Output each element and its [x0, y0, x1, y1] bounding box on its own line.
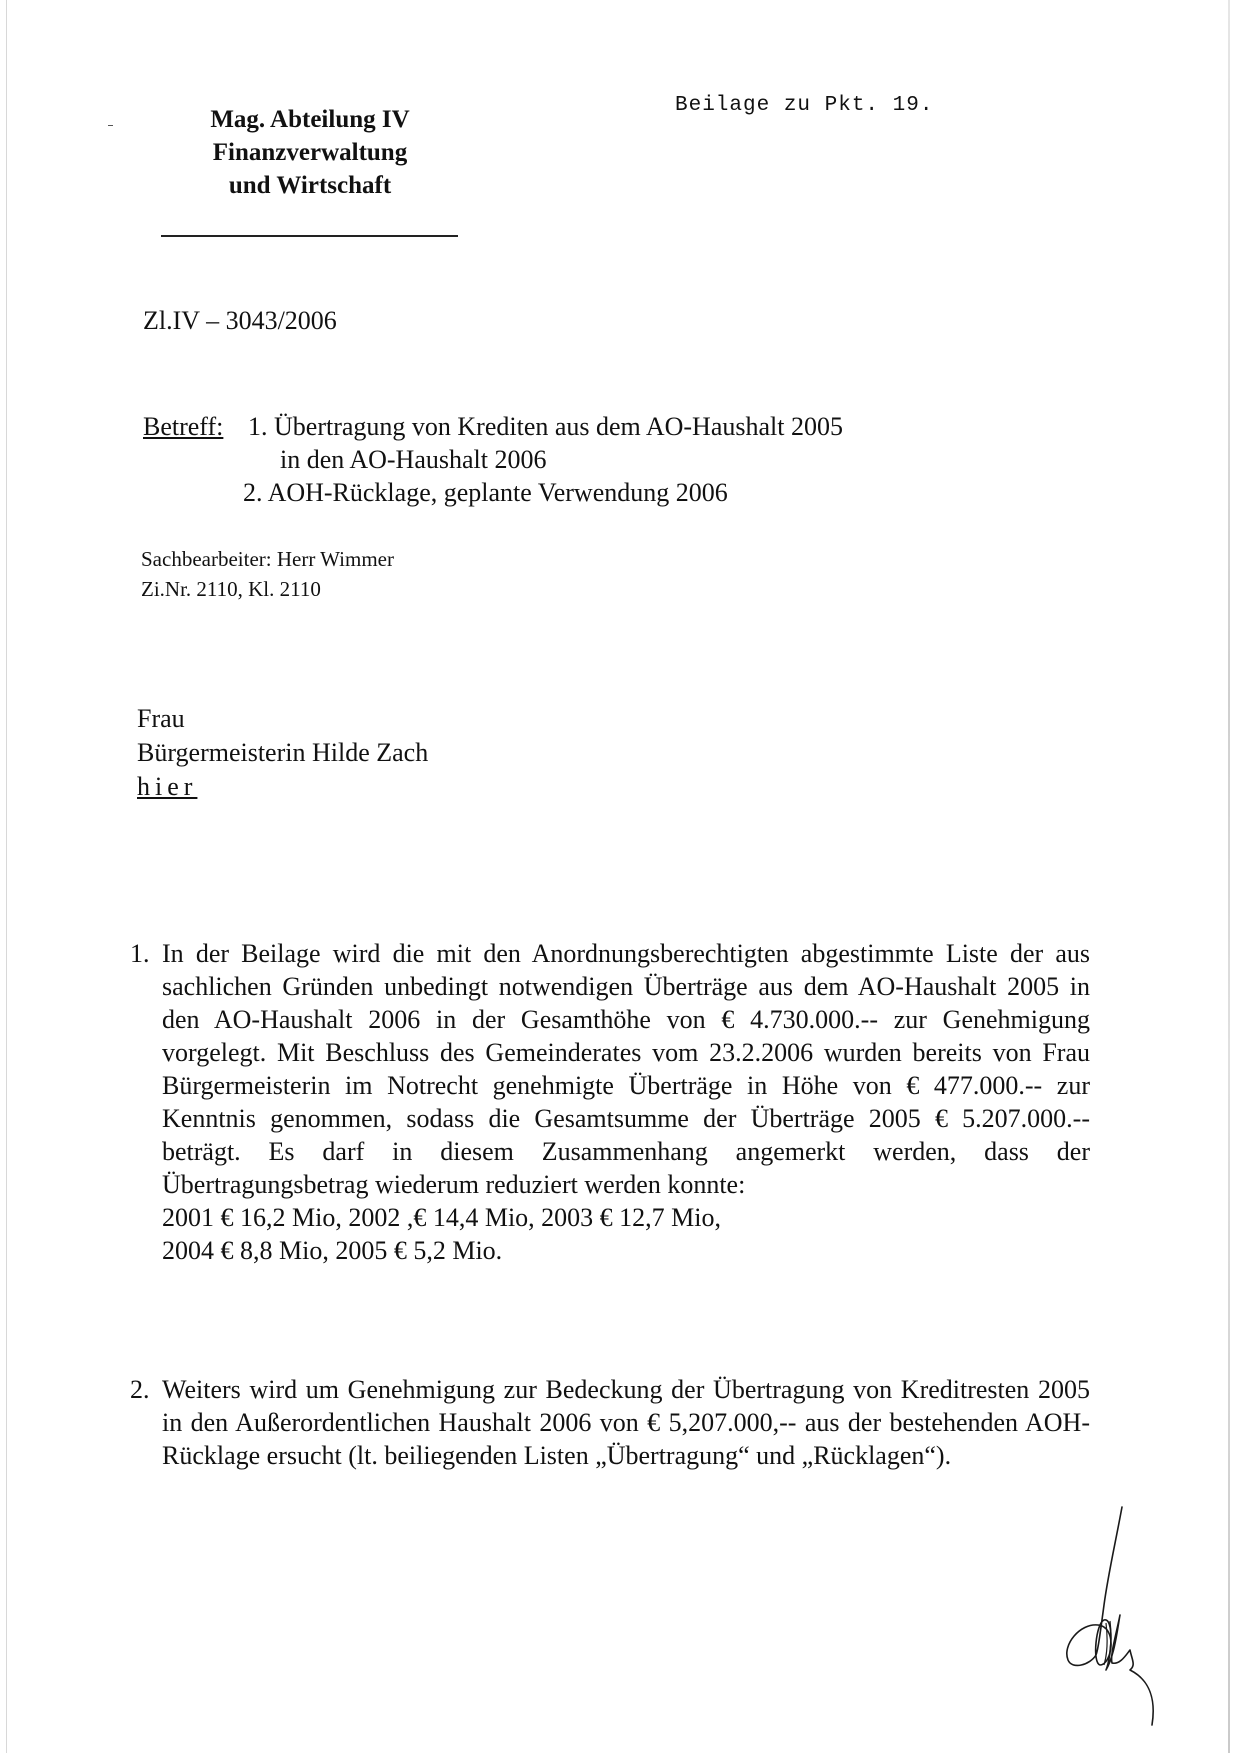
clerk-room: Zi.Nr. 2110, Kl. 2110	[141, 577, 321, 601]
paragraph-1-figures-2: 2004 € 8,8 Mio, 2005 € 5,2 Mio.	[162, 1236, 503, 1265]
paragraph-1-text: In der Beilage wird die mit den Anordnungsberechtigten abgestimmte Liste der aus sachlichen Gründen unbedingt notwendigen Überträge aus dem AO-Haushalt 2005 in den AO-Haushalt 2006 in der Gesamthöhe von € 4.730.000.-- zur Genehmigung vorgelegt. Mit Beschluss des Gemeinderates vom 23.2.2006 wurden bereits von Frau Bürgermeisterin im Notrecht genehmigte Überträge in Höhe von € 477.000.-- zur Kenntnis genommen, sodass die Gesamtsumme der Überträge 2005 € 5.207.000.-- beträgt. Es darf in diesem Zusammenhang angemerkt werden, dass der Übertragungsbetrag wiederum reduziert werden konnte:	[162, 939, 1090, 1199]
clerk-name: Sachbearbeiter: Herr Wimmer	[141, 547, 394, 571]
paragraph-1-number: 1.	[130, 939, 150, 968]
addressee-block	[137, 702, 428, 804]
paragraph-1	[130, 937, 1090, 1267]
addressee-location: hier	[137, 772, 198, 801]
addressee-name: Bürgermeisterin Hilde Zach	[137, 738, 429, 767]
addressee-salutation: Frau	[137, 704, 185, 733]
enclosure-note: Beilage zu Pkt. 19.	[675, 94, 934, 117]
paragraph-2	[130, 1373, 1090, 1472]
subject-line-3: 2. AOH-Rücklage, geplante Verwendung 2006	[243, 478, 728, 507]
department-line-1: Mag. Abteilung IV	[210, 106, 410, 133]
subject-line-2: in den AO-Haushalt 2006	[280, 445, 547, 474]
clerk-info	[141, 544, 394, 604]
department-underline	[161, 235, 458, 237]
scan-edge-right	[1228, 0, 1230, 1753]
department-line-2: Finanzverwaltung	[212, 139, 408, 166]
department-line-3: und Wirtschaft	[228, 172, 392, 199]
subject-label: Betreff:	[143, 412, 224, 441]
department-heading	[160, 103, 460, 202]
scan-mark	[108, 125, 113, 126]
reference-number: Zl.IV – 3043/2006	[143, 306, 337, 335]
paragraph-2-text: Weiters wird um Genehmigung zur Bedeckung der Übertragung von Kreditresten 2005 in den Außerordentlichen Haushalt 2006 von € 5,207.000,-- aus der bestehenden AOH-Rücklage ersucht (lt. beiliegenden Listen „Übertragung“ und „Rücklagen“).	[162, 1375, 1090, 1470]
handwritten-signature	[1060, 1505, 1180, 1735]
paragraph-1-figures-1: 2001 € 16,2 Mio, 2002 ,€ 14,4 Mio, 2003 € 12,7 Mio,	[162, 1203, 722, 1232]
scan-edge-left	[6, 0, 7, 1753]
paragraph-2-number: 2.	[130, 1375, 150, 1404]
subject-line-1: 1. Übertragung von Krediten aus dem AO-Haushalt 2005	[248, 412, 843, 441]
